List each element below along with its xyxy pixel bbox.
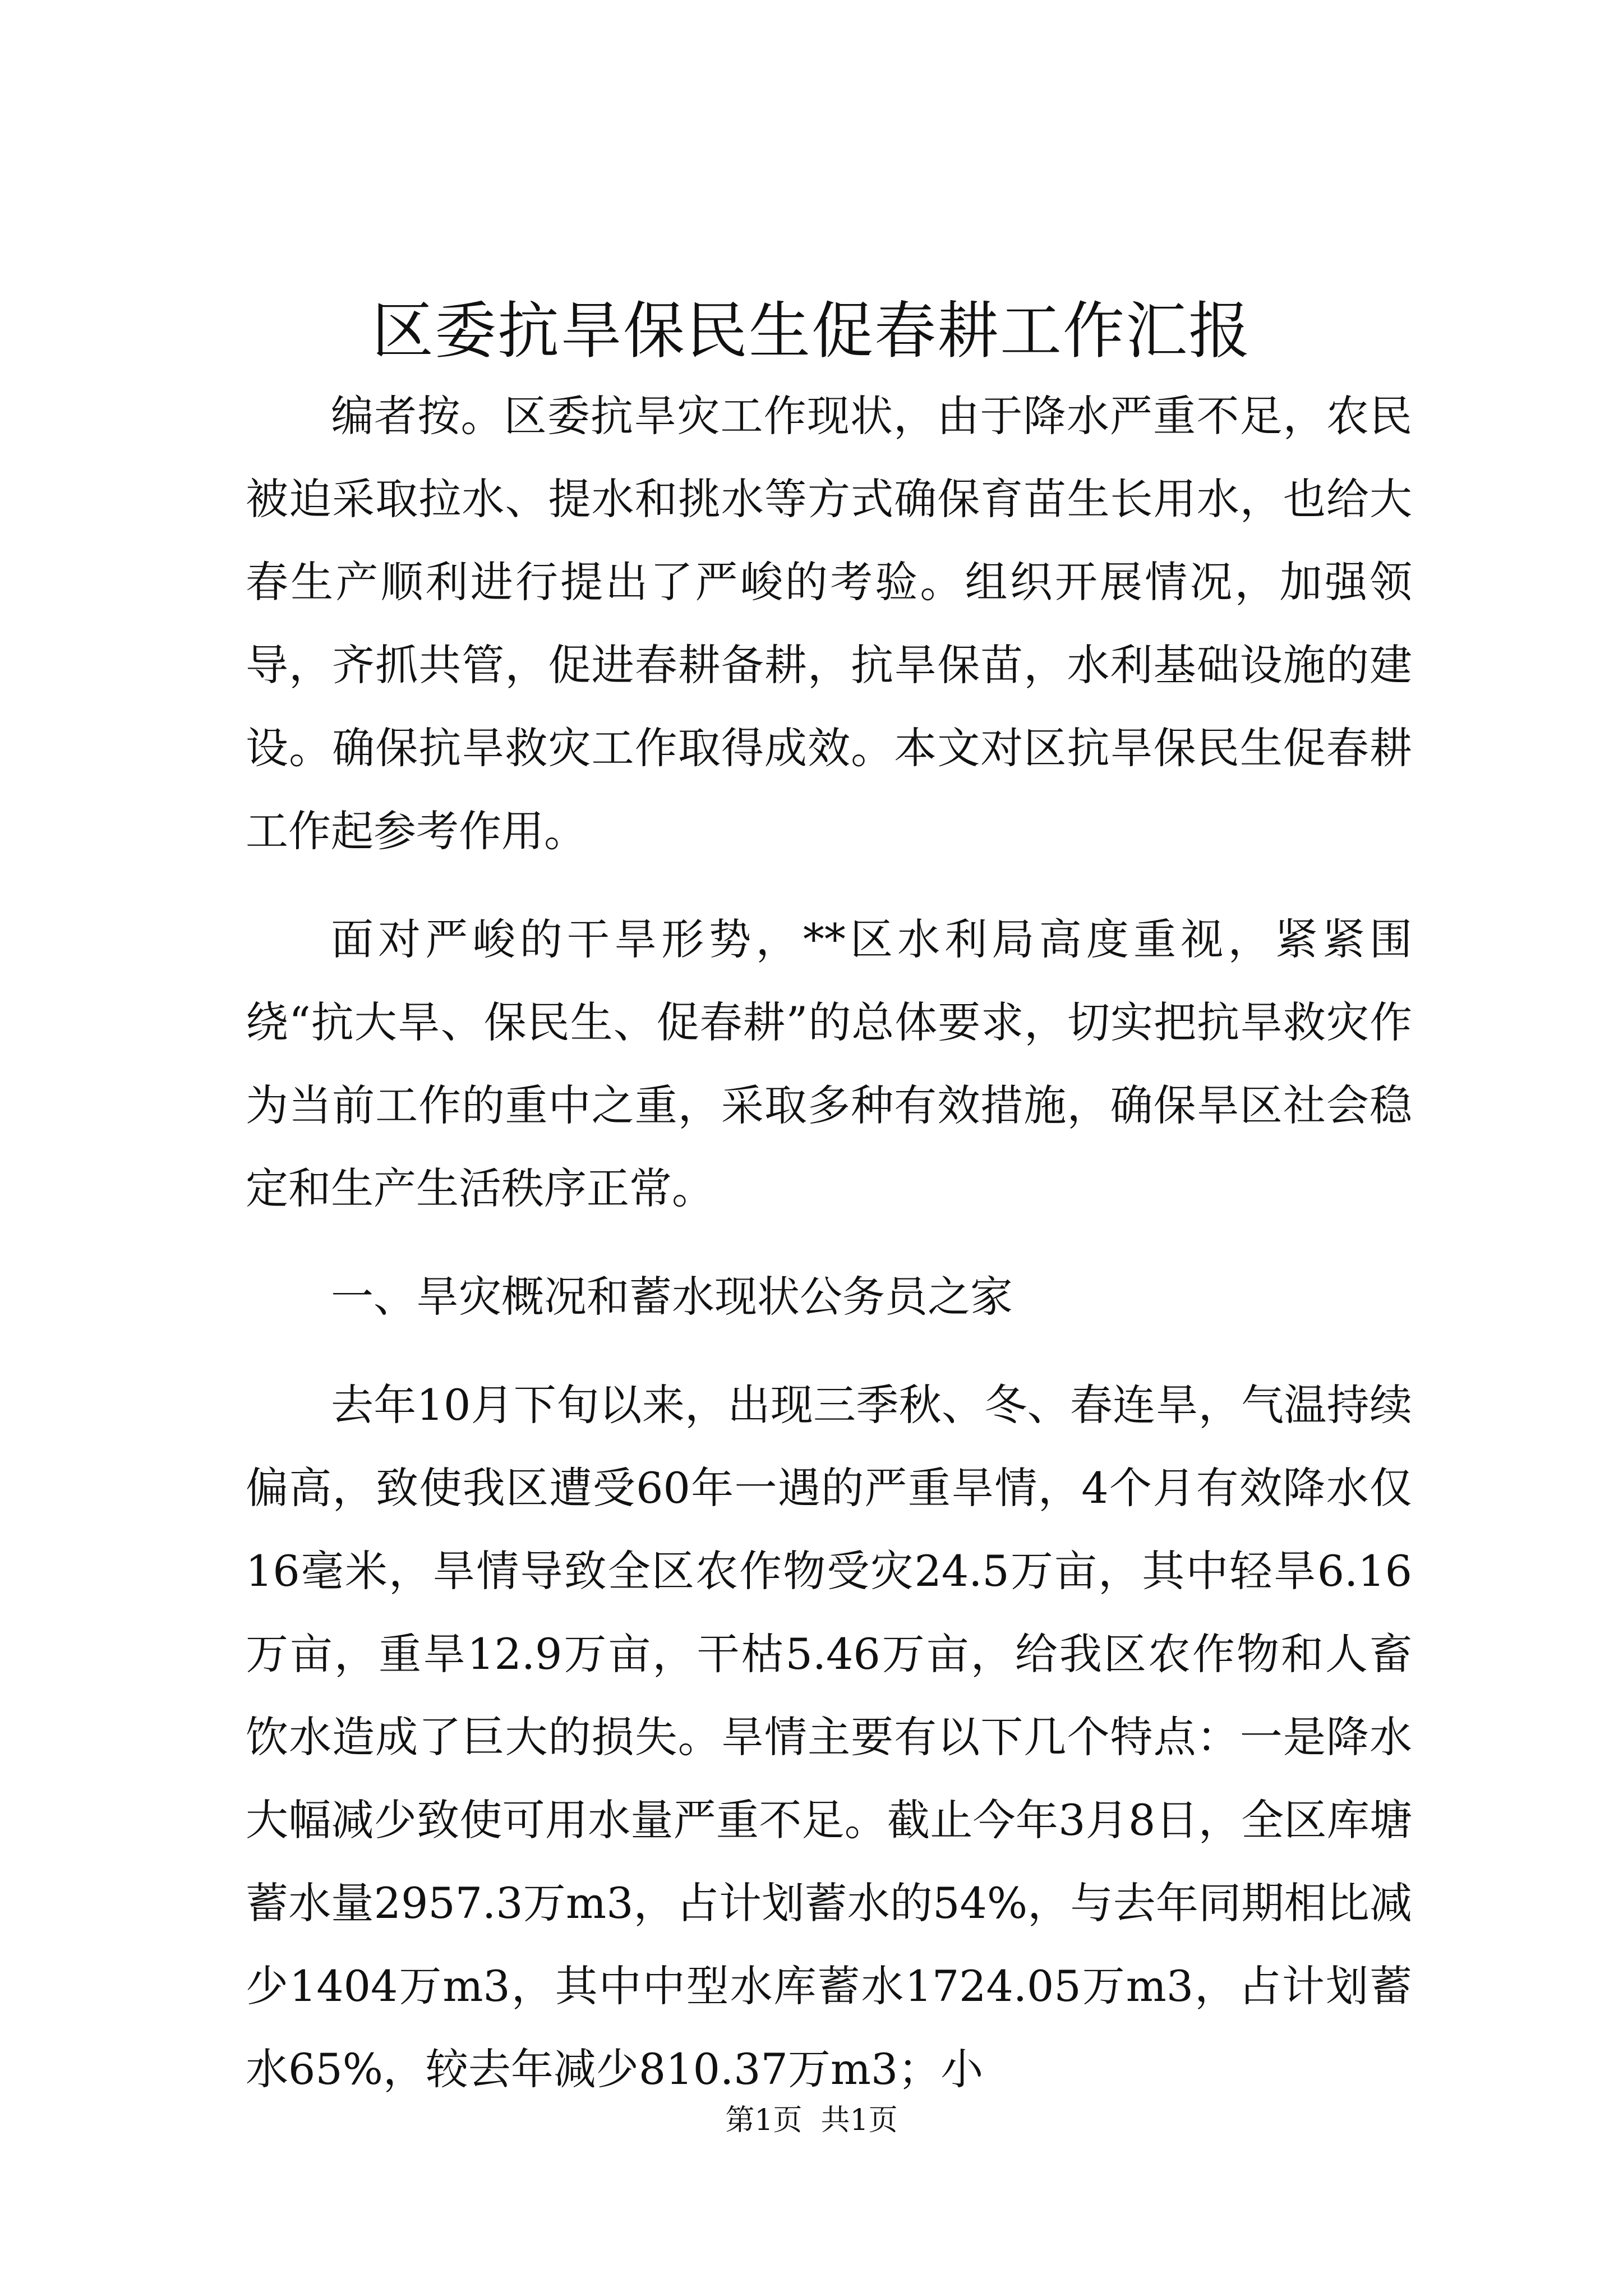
intro-paragraph: 面对严峻的干旱形势，**区水利局高度重视，紧紧围绕“抗大旱、保民生、促春耕”的总体要求，切实把抗旱救灾作为当前工作的重中之重，采取多种有效措施，确保旱区社会稳定和生产生活秩序正常。	[246, 914, 1412, 1213]
editor-note-paragraph: 编者按。区委抗旱灾工作现状，由于降水严重不足，农民被迫采取拉水、提水和挑水等方式确保育苗生长用水，也给大春生产顺利进行提出了严峻的考验。组织开展情况，加强领导，齐抓共管，促进春耕备耕，抗旱保苗，水利基础设施的建设。确保抗旱救灾工作取得成效。本文对区抗旱保民生促春耕工作起参考作用。	[246, 391, 1412, 856]
page-number: 第1页 共1页	[725, 2104, 898, 2137]
document-body	[246, 375, 1412, 2111]
drought-overview-paragraph: 去年10月下旬以来，出现三季秋、冬、春连旱，气温持续偏高，致使我区遭受60年一遇的严重旱情，4个月有效降水仅16毫米，旱情导致全区农作物受灾24.5万亩，其中轻旱6.16万亩，重旱12.9万亩，干枯5.46万亩，给我区农作物和人畜饮水造成了巨大的损失。旱情主要有以下几个特点：一是降水大幅减少致使可用水量严重不足。截止今年3月8日，全区库塘蓄水量2957.3万m3，占计划蓄水的54%，与去年同期相比减少1404万m3，其中中型水库蓄水1724.05万m3，占计划蓄水65%，较去年减少810.37万m3；小	[246, 1380, 1412, 2094]
section-heading: 一、旱灾概况和蓄水现状公务员之家	[331, 1272, 1013, 1322]
page-footer	[0, 2101, 1623, 2140]
document-title: 区委抗旱保民生促春耕工作汇报	[372, 295, 1251, 367]
